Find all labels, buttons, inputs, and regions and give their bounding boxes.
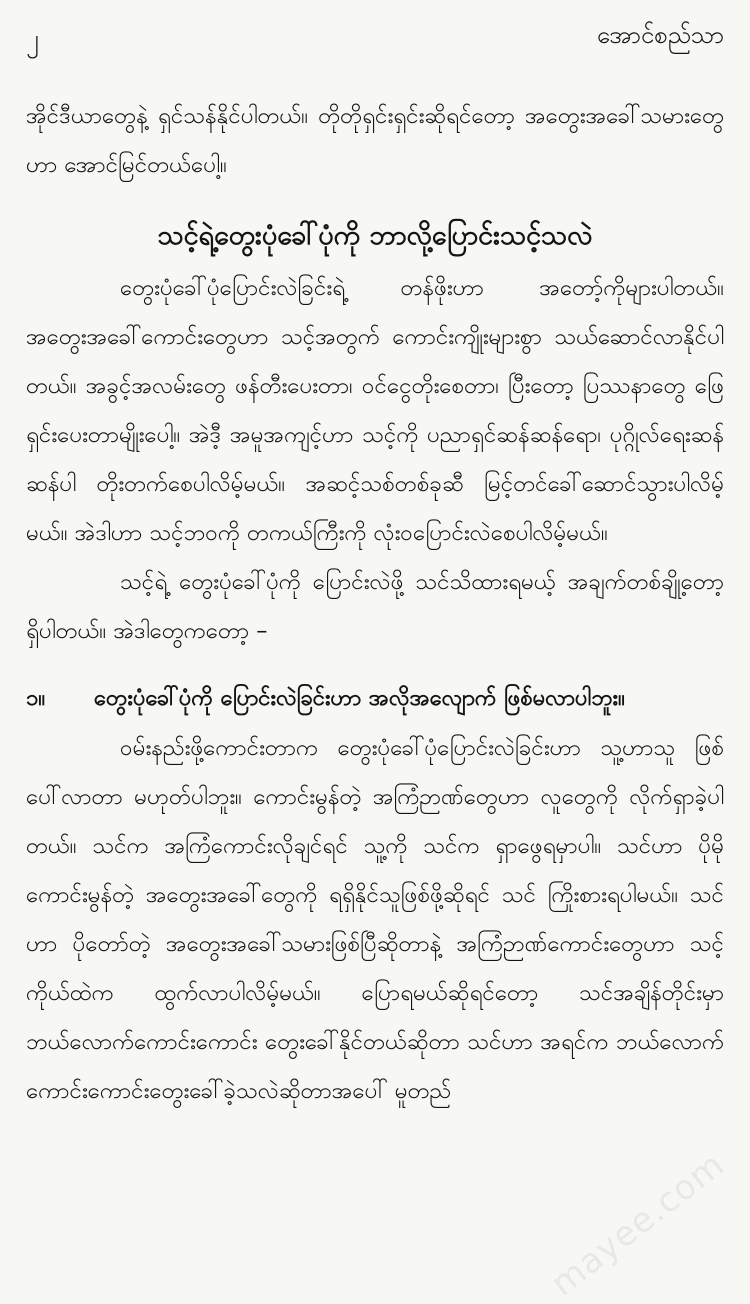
page-body	[26, 92, 724, 1116]
page-header	[26, 18, 724, 68]
watermark: mayee.com	[543, 1144, 732, 1304]
heading-text: တွေးပုံခေါ်ပုံကို ပြောင်းလဲခြင်းဟာ အလိုအလျောက် ဖြစ်မလာပါဘူး။	[94, 686, 625, 711]
section-title: သင့်ရဲ့တွေးပုံခေါ်ပုံကို ဘာလို့ပြောင်းသင့်သလဲ	[157, 220, 593, 251]
heading-number: ၁။	[26, 686, 46, 711]
paragraph-2: သင့်ရဲ့ တွေးပုံခေါ်ပုံကို ပြောင်းလဲဖို့ သင်သိထားရမယ့် အချက်တစ်ချို့တော့ ရှိပါတယ်။ အဲဒါတွေကတော့ –	[26, 569, 724, 644]
spacer	[26, 656, 724, 674]
paragraph-3: ဝမ်းနည်းဖို့ကောင်းတာက တွေးပုံခေါ်ပုံပြောင်းလဲခြင်းဟာ သူ့ဟာသူ ဖြစ်ပေါ်လာတာ မဟုတ်ပါဘူး။ ကောင်းမွန်တဲ့ အကြံဉာဏ်တွေဟာ လူတွေကို လိုက်ရှာခဲ့ပါတယ်။ သင်က အကြံကောင်းလိုချင်ရင် သူ့ကို သင်က ရှာဖွေရမှာပါ။ သင်ဟာ ပိုမိုကောင်းမွန်တဲ့ အတွေးအခေါ်တွေကို ရရှိနိုင်သူဖြစ်ဖို့ဆိုရင် သင် ကြိုးစားရပါမယ်။ သင်ဟာ ပိုတော်တဲ့ အတွေးအခေါ်သမားဖြစ်ပြီဆိုတာနဲ့ အကြံဉာဏ်ကောင်းတွေဟာ သင့်ကိုယ်ထဲက ထွက်လာပါလိမ့်မယ်။ ပြောရမယ်ဆိုရင်တော့ သင်အချိန်တိုင်းမှာ ဘယ်လောက်ကောင်းကောင်း တွေးခေါ်နိုင်တယ်ဆိုတာ သင်ဟာ အရင်က ဘယ်လောက်ကောင်းကောင်းတွေးခေါ်ခဲ့သလဲဆိုတာအပေါ် မူတည်	[26, 735, 724, 1104]
page-number: ၂	[26, 24, 39, 54]
running-head: အောင်စည်သာ	[596, 21, 724, 49]
paragraph-1: တွေးပုံခေါ်ပုံပြောင်းလဲခြင်းရဲ့ တန်ဖိုးဟာ အတော့်ကိုများပါတယ်။ အတွေးအခေါ်ကောင်းတွေဟာ သင့်အတွက် ကောင်းကျိုးများစွာ သယ်ဆောင်လာနိုင်ပါတယ်။ အခွင့်အလမ်းတွေ ဖန်တီးပေးတာ၊ ဝင်ငွေတိုးစေတာ၊ ပြီးတော့ ပြဿနာတွေ ဖြေရှင်းပေးတာမျိုးပေါ့။ အဲဒီ့ အမူအကျင့်ဟာ သင့်ကို ပညာရှင်ဆန်ဆန်ရော၊ ပုဂ္ဂိုလ်ရေးဆန်ဆန်ပါ တိုးတက်စေပါလိမ့်မယ်။ အဆင့်သစ်တစ်ခုဆီ မြင့်တင်ခေါ်ဆောင်သွားပါလိမ့်မယ်။ အဲဒါဟာ သင့်ဘဝကို တကယ်ကြီးကို လုံးဝပြောင်းလဲစေပါလိမ့်မယ်။	[26, 275, 724, 546]
spacer	[26, 190, 724, 208]
opening-paragraph: အိုင်ဒီယာတွေနဲ့ ရှင်သန်နိုင်ပါတယ်။ တိုတိုရှင်းရှင်းဆိုရင်တော့ အတွေးအခေါ်သမားတွေဟာ အောင်မြင်တယ်ပေါ့။	[26, 103, 724, 178]
numbered-heading	[26, 674, 724, 724]
